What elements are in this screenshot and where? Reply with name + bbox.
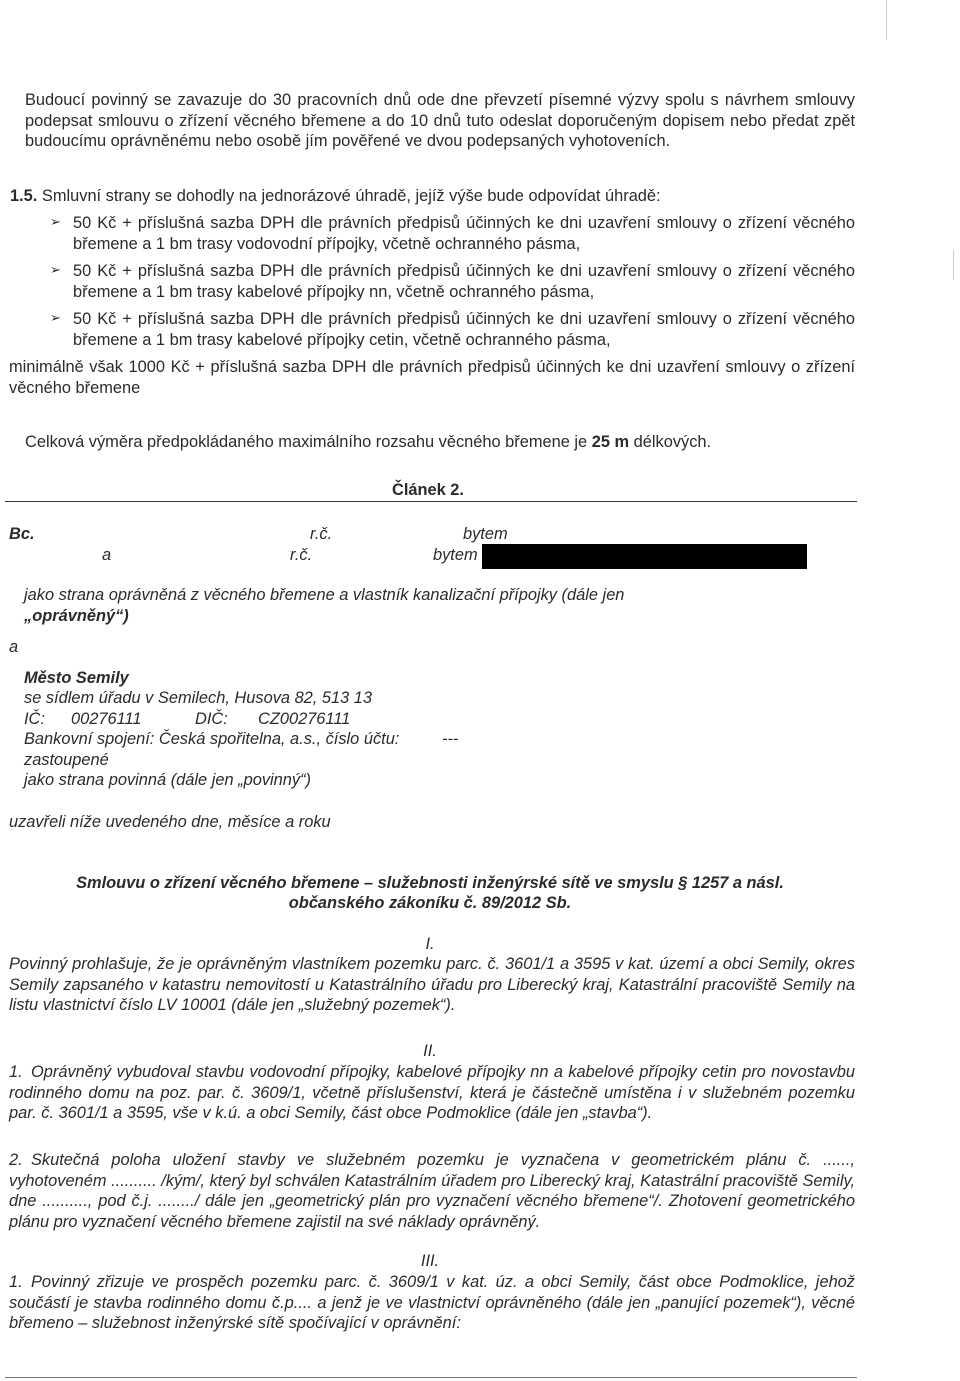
section-II-paragraph-2: Skutečná poloha uložení stavby ve služebném pozemku je vyznačena v geometrickém plánu č. ......, vyhotoveném .......... /kým/, který byl schválen Katastrálním úřadem pro Liberecký kraj, Katastrální pracoviště Semily, dne .........., pod č.j. ......../ dále jen „geometrický plán pro vyznačení věcného břemene“/. Zhotovení geometrického plánu pro vyznačení věcného břemene zajistil na své náklady oprávněný. xyxy=(9,1151,855,1231)
section-II-paragraph-1: Oprávněný vybudoval stavbu vodovodní přípojky, kabelové přípojky nn a kabelové přípojky cetin pro novostavbu rodinného domu na poz. par. č. 3609/1, včetně příslušenství, která je částečně umístěna i v služebném pozemku par. č. 3601/1 a 3595, vše v k.ú. a obci Semily, část obce Podmoklice (dále jen „stavba“). xyxy=(9,1063,855,1122)
party1-residence-label: bytem xyxy=(463,525,508,543)
bottom-divider xyxy=(5,1377,857,1378)
party2-seat: se sídlem úřadu v Semilech, Husova 82, 513 13 xyxy=(24,689,373,707)
concluded-statement: uzavřeli níže uvedeného dne, měsíce a roku xyxy=(9,813,331,831)
connector-and: a xyxy=(9,638,19,656)
bullet-arrow-icon: ➢ xyxy=(50,310,61,325)
paragraph-number: 2. xyxy=(9,1151,23,1169)
redaction-bar xyxy=(482,544,807,569)
bullet-item: 50 Kč + příslušná sazba DPH dle právních předpisů účinných ke dni uzavření smlouvy o zřízení věcného břemene a 1 bm trasy kabelové přípojky nn, včetně ochranného pásma, xyxy=(73,262,855,301)
party2-role: jako strana povinná (dále jen „povinný“) xyxy=(24,771,311,789)
contract-title: Smlouvu o zřízení věcného břemene – služebnosti inženýrské sítě ve smyslu § 1257 a násl. xyxy=(76,874,784,892)
party1-rc-label: r.č. xyxy=(290,546,313,564)
bullet-item: 50 Kč + příslušná sazba DPH dle právních předpisů účinných ke dni uzavření smlouvy o zřízení věcného břemene a 1 bm trasy vodovodní přípojky, včetně ochranného pásma, xyxy=(73,214,855,253)
section-heading-III: III. xyxy=(420,1252,440,1270)
section-number: 1.5. xyxy=(10,187,38,205)
divider xyxy=(5,501,857,502)
intro-paragraph: Budoucí povinný se zavazuje do 30 pracovních dnů ode dne převzetí písemné výzvy spolu s návrhem smlouvy podepsat smlouvu o zřízení věcného břemene a do 10 dnů tuto odeslat doporučeným dopisem nebo předat zpět budoucímu oprávněnému nebo osobě jím pověřené ve dvou podepsaných vyhotoveních. xyxy=(25,91,855,150)
section-heading-I: I. xyxy=(425,935,435,953)
paragraph-number: 1. xyxy=(9,1273,23,1291)
party2-ic: 00276111 xyxy=(71,710,142,728)
party2-ic-label: IČ: xyxy=(24,710,45,728)
total-area: Celková výměra předpokládaného maximálního rozsahu věcného břemene je 25 m délkových. xyxy=(25,433,712,451)
party1-residence-label: bytem xyxy=(433,546,478,564)
minimum-payment: minimálně však 1000 Kč + příslušná sazba DPH dle právních předpisů účinných ke dni uzavření smlouvy o zřízení věcného břemene xyxy=(9,358,855,397)
section-1-5 xyxy=(10,186,860,207)
section-I-text: Povinný prohlašuje, že je oprávněným vlastníkem pozemku parc. č. 3601/1 a 3595 v kat. území a obci Semily, okres Semily zapsaného v katastru nemovitostí u Katastrálního úřadu pro Liberecký kraj, Katastrální pracoviště Semily na listu vlastnictví číslo LV 10001 (dále jen „služebný pozemek“). xyxy=(9,955,855,1014)
party1-short-name: „oprávněný“) xyxy=(24,607,129,625)
scan-artifact xyxy=(886,0,887,40)
total-area-value: 25 m xyxy=(591,433,630,451)
scan-artifact xyxy=(953,250,954,280)
bullet-item: 50 Kč + příslušná sazba DPH dle právních předpisů účinných ke dni uzavření smlouvy o zřízení věcného břemene a 1 bm trasy kabelové přípojky cetin, včetně ochranného pásma, xyxy=(73,310,855,349)
party1-and: a xyxy=(102,546,112,564)
bullet-arrow-icon: ➢ xyxy=(50,214,61,229)
party2-bank: Bankovní spojení: Česká spořitelna, a.s., číslo účtu: xyxy=(24,730,400,748)
bullet-arrow-icon: ➢ xyxy=(50,262,61,277)
party2-name: Město Semily xyxy=(24,669,129,687)
party2-dic-label: DIČ: xyxy=(195,710,228,728)
section-III-paragraph-1: Povinný zřizuje ve prospěch pozemku parc. č. 3609/1 v kat. úz. a obci Semily, část obce Podmoklice, jehož součástí je stavba rodinného domu č.p.... a jenž je ve vlastnictví oprávněného (dále jen „panující pozemek“), věcné břemeno – služebnost inženýrské sítě spočívající v oprávnění: xyxy=(9,1273,855,1332)
party2-bank-account: --- xyxy=(442,730,459,748)
contract-title-subline: občanského zákoníku č. 89/2012 Sb. xyxy=(288,894,572,912)
party2-dic: CZ00276111 xyxy=(258,710,351,728)
party1-role: jako strana oprávněná z věcného břemene a vlastník kanalizační přípojky (dále jen xyxy=(24,586,625,604)
party2-represented: zastoupené xyxy=(24,751,109,769)
paragraph-number: 1. xyxy=(9,1063,23,1081)
section-text: Smluvní strany se dohodly na jednorázové úhradě, jejíž výše bude odpovídat úhradě: xyxy=(41,187,661,205)
party1-title: Bc. xyxy=(9,525,35,543)
section-heading-II: II. xyxy=(423,1042,437,1060)
article-heading: Článek 2. xyxy=(392,481,464,499)
party1-rc-label: r.č. xyxy=(310,525,333,543)
